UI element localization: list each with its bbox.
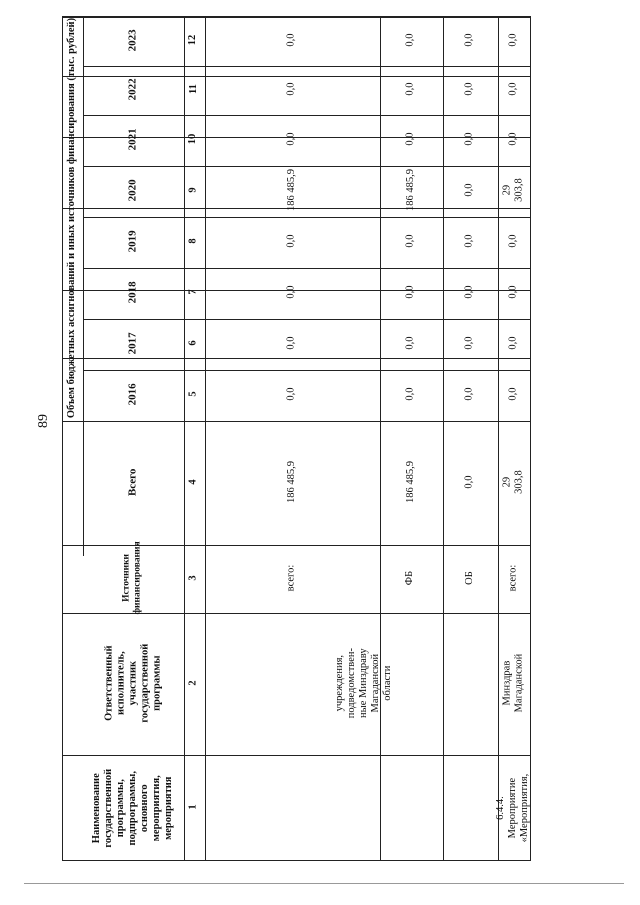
g2-row0-2021-cell [497, 114, 530, 165]
g1-row1-2022: 0,0 [404, 82, 416, 97]
g1-row0-2023: 0,0 [285, 33, 297, 48]
column-number-10: 10 [187, 134, 199, 145]
g2-row0-2016: 0,0 [507, 387, 519, 402]
g1-row0-2017: 0,0 [285, 336, 297, 351]
column-number-7-cell [183, 267, 204, 318]
g1-row0-2023-cell [204, 16, 379, 65]
column-number-6: 6 [187, 340, 199, 347]
g2-row0-2020-cell [497, 165, 530, 216]
column-number-5: 5 [187, 391, 199, 398]
g1-row0-2018-cell [204, 267, 379, 318]
g1-row0-2022-cell [204, 65, 379, 114]
g1-row1-2023: 0,0 [404, 33, 416, 48]
g1-row0-2016: 0,0 [285, 387, 297, 402]
g1-row1-2020-cell [379, 165, 442, 216]
g1-row0-2021-cell [204, 114, 379, 165]
column-number-7: 7 [187, 289, 199, 296]
column-number-11-cell [183, 65, 204, 114]
column-number-3: 3 [187, 575, 199, 581]
footer-rule [24, 883, 624, 884]
g1-row2-2023-cell [442, 16, 497, 65]
g1-row0-2022: 0,0 [285, 82, 297, 97]
g1-row2-2023: 0,0 [463, 33, 475, 48]
column-number-4-cell [183, 420, 204, 544]
g1-row2-2019-cell [442, 216, 497, 267]
g2-row0-source: всего: [507, 564, 519, 592]
header-year-2018: 2018 [126, 281, 139, 304]
g2-name: 6.4.4. Мероприятие «Мероприятия, [495, 773, 531, 843]
g1-row0-2020-cell [204, 165, 379, 216]
g1-row0-2018: 0,0 [285, 285, 297, 300]
g2-row0-2019: 0,0 [507, 234, 519, 249]
g1-row0-source: всего: [285, 564, 297, 592]
column-number-8: 8 [187, 238, 199, 245]
g1-row1-2021-cell [379, 114, 442, 165]
g2-row0-total: 29 303,8 [501, 470, 525, 494]
g1-row1-2023-cell [379, 16, 442, 65]
g1-row1-2020: 186 485,9 [404, 169, 416, 212]
header-year-2023: 2023 [126, 29, 139, 52]
header-year-2020: 2020 [126, 179, 139, 202]
header-total-cell [82, 420, 183, 544]
column-number-12-cell [183, 16, 204, 65]
header-year-2022-cell [82, 65, 183, 114]
header-year-2016-cell [82, 369, 183, 420]
column-number-9-cell [183, 165, 204, 216]
g1-row1-source: ФБ [404, 570, 416, 586]
g1-row2-2020-cell [442, 165, 497, 216]
g2-row0-2021: 0,0 [507, 132, 519, 147]
header-year-2021-cell [82, 114, 183, 165]
column-number-8-cell [183, 216, 204, 267]
header-name: Наименование государственной программы, подпрограммы, основного мероприятия, мероприятия [90, 768, 175, 848]
g2-row0-2016-cell [497, 369, 530, 420]
g1-row2-2018: 0,0 [463, 285, 475, 300]
header-year-2020-cell [82, 165, 183, 216]
header-funding-title-cell [62, 16, 82, 420]
g2-row0-2017-cell [497, 318, 530, 369]
column-number-4: 4 [187, 479, 199, 485]
g2-row0-2020: 29 303,8 [501, 178, 525, 203]
g1-row0-2016-cell [204, 369, 379, 420]
header-year-2019-cell [82, 216, 183, 267]
g1-row2-2018-cell [442, 267, 497, 318]
g1-row0-source-cell [204, 544, 379, 612]
g1-row1-source-cell [379, 544, 442, 612]
g1-row1-total-cell [379, 420, 442, 544]
g1-row2-2020: 0,0 [463, 183, 475, 198]
g1-row1-2019-cell [379, 216, 442, 267]
header-year-2017: 2017 [126, 332, 139, 355]
g1-row0-2020: 186 485,9 [285, 169, 297, 212]
header-year-2023-cell [82, 16, 183, 65]
header-year-2017-cell [82, 318, 183, 369]
column-number-2-cell [183, 612, 204, 754]
g1-row1-total: 186 485,9 [404, 461, 416, 503]
header-executor: Ответственный исполнитель, участник государственной программы [102, 643, 163, 723]
g2-row0-2023: 0,0 [507, 33, 519, 48]
g1-executor: учреждения, подведомствен- ные Минздраву Магаданской области [333, 647, 394, 719]
g1-row0-2021: 0,0 [285, 132, 297, 147]
column-number-3-cell [183, 544, 204, 612]
page-number: 89 [36, 414, 51, 428]
column-number-10-cell [183, 114, 204, 165]
g1-row0-2019-cell [204, 216, 379, 267]
g1-row2-2021-cell [442, 114, 497, 165]
g1-row1-2021: 0,0 [404, 132, 416, 147]
g1-row2-2016: 0,0 [463, 387, 475, 402]
column-number-1: 1 [187, 804, 199, 811]
g2-row0-2017: 0,0 [507, 336, 519, 351]
g2-executor: Минздрав Магаданской [501, 653, 525, 713]
header-source-cell [82, 541, 183, 615]
g1-row1-2017-cell [379, 318, 442, 369]
g1-row0-2017-cell [204, 318, 379, 369]
g1-row2-2016-cell [442, 369, 497, 420]
g1-row2-2017: 0,0 [463, 336, 475, 351]
g1-row2-2022: 0,0 [463, 82, 475, 97]
g1-row2-total-cell [442, 420, 497, 544]
g1-row0-total-cell [204, 420, 379, 544]
g2-name-cell [497, 754, 530, 862]
column-number-11: 11 [187, 84, 199, 95]
header-year-2019: 2019 [126, 230, 139, 253]
g1-row1-2016: 0,0 [404, 387, 416, 402]
header-year-2021: 2021 [126, 128, 139, 151]
header-year-2016: 2016 [126, 383, 139, 406]
g1-row1-2022-cell [379, 65, 442, 114]
column-number-6-cell [183, 318, 204, 369]
g1-row1-2016-cell [379, 369, 442, 420]
g1-executor-cell [264, 612, 464, 754]
header-total: Всего [126, 468, 139, 496]
g2-row0-2019-cell [497, 216, 530, 267]
g1-row2-2021: 0,0 [463, 132, 475, 147]
g1-row1-2017: 0,0 [404, 336, 416, 351]
g2-row0-2022: 0,0 [507, 82, 519, 97]
g1-row1-2019: 0,0 [404, 234, 416, 249]
g1-row0-2019: 0,0 [285, 234, 297, 249]
header-funding-title: Объем бюджетных ассигнований и иных источников финансирования (тыс. рублей) [65, 17, 77, 419]
g2-row0-total-cell [497, 420, 530, 544]
g2-row0-2022-cell [497, 65, 530, 114]
g1-row2-2017-cell [442, 318, 497, 369]
g2-row0-2023-cell [497, 16, 530, 65]
column-number-2: 2 [187, 680, 199, 686]
g2-executor-cell [497, 612, 530, 754]
g1-row2-2019: 0,0 [463, 234, 475, 249]
g1-row1-2018: 0,0 [404, 285, 416, 300]
column-number-12: 12 [187, 35, 199, 46]
g2-row0-2018: 0,0 [507, 285, 519, 300]
header-year-2022: 2022 [126, 78, 139, 101]
header-source: Источники финансирования [121, 541, 143, 615]
g2-row0-source-cell [497, 544, 530, 612]
g1-row1-2018-cell [379, 267, 442, 318]
column-number-1-cell [183, 754, 204, 861]
column-number-5-cell [183, 369, 204, 420]
column-number-9: 9 [187, 187, 199, 194]
g1-row0-total: 186 485,9 [285, 461, 297, 503]
g1-row2-2022-cell [442, 65, 497, 114]
g1-row2-total: 0,0 [463, 475, 475, 489]
g1-row2-source-cell [442, 544, 497, 612]
g1-row2-source: ОБ [463, 571, 475, 585]
header-year-2018-cell [82, 267, 183, 318]
g2-row0-2018-cell [497, 267, 530, 318]
